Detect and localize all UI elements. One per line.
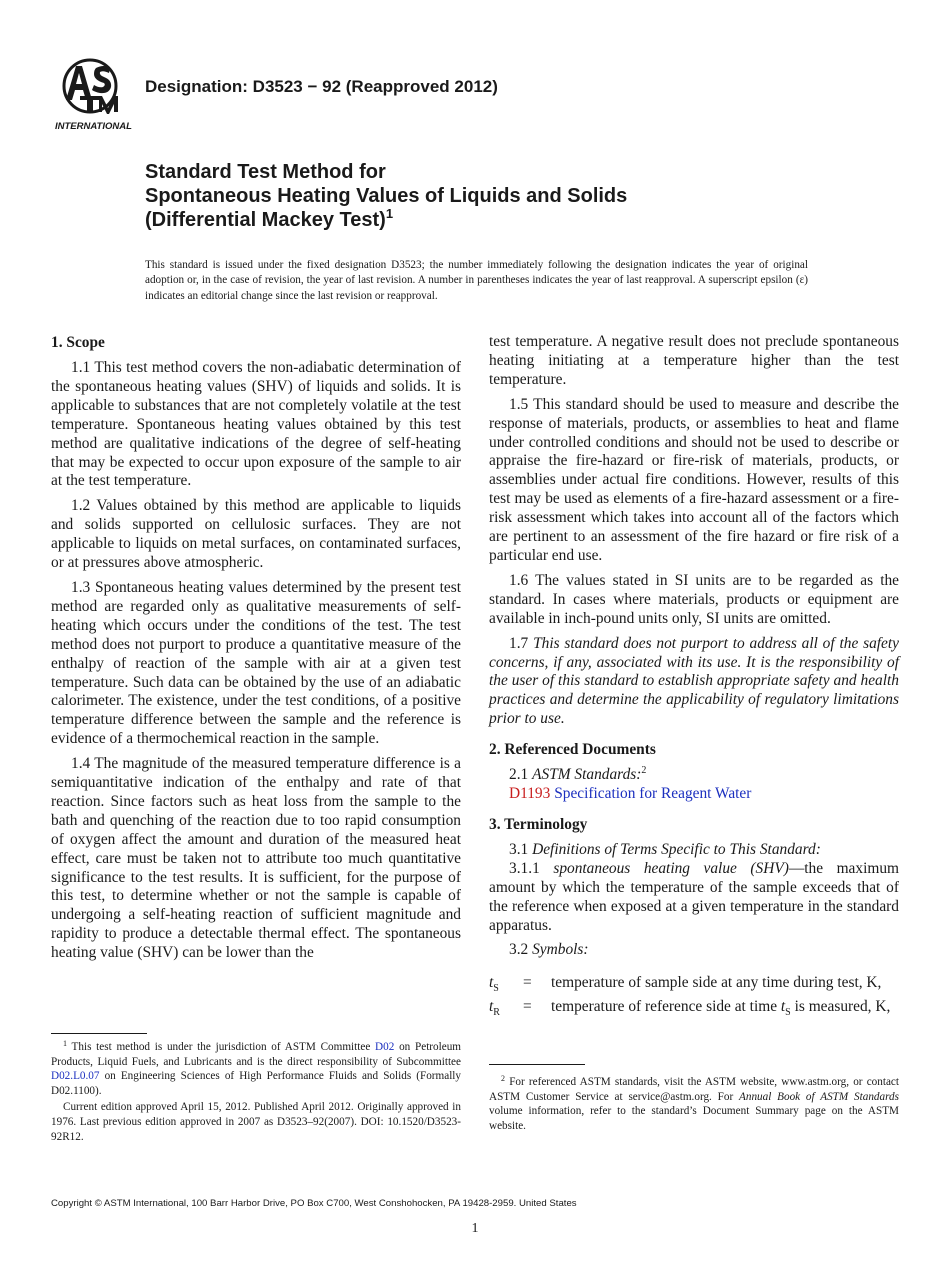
paragraph-1-4: 1.4 The magnitude of the measured temperature difference is a semiquantitative indication of the enthalpy and rate of that reaction. Since factors such as heat loss from the sample to the bath and quenching of the reaction due to too rapid consumption of oxygen affect the amount and duration of the measured heat effect, care must be taken not to attribute too much quantitative significance to the test results. It is sufficient, for the purpose of this test, to determine whether or not the sample is capable of undergoing a self-heating reaction of sufficient magnitude and rapidity to produce a detectable thermal effect. The spontaneous heating value (SHV) can be lower than the [51, 755, 461, 962]
title-line-3 [145, 208, 627, 232]
symbol-equals: = [523, 974, 532, 992]
paragraph-2-1-text: ASTM Standards: [532, 766, 642, 784]
subcommittee-link[interactable]: D02.L0.07 [51, 1070, 100, 1083]
term-shv: spontaneous heating value (SHV) [553, 859, 789, 877]
paragraph-1-7-text: This standard does not purport to address all of the safety concerns, if any, associated with its use. It is the responsibility of the user of this standard to establish appropriate safety and health practices and determine the applicability of regulatory limitations prior to use. [489, 634, 899, 728]
symbols-list [489, 974, 899, 1021]
title-line-3-text: (Differential Mackey Test) [145, 209, 386, 231]
inline-symbol [780, 997, 791, 1019]
symbol-equals: = [523, 997, 532, 1015]
footnote-2-part-b: volume information, refer to the standard’s Document Summary page on the ASTM website. [489, 1105, 899, 1132]
title-footnote-mark: 1 [385, 206, 394, 221]
footnote-rule [51, 1033, 147, 1034]
symbol-subscript: R [493, 1007, 500, 1019]
paragraph-1-2: 1.2 Values obtained by this method are applicable to liquids and solids supported on cellulosic surfaces. They are not applicable to liquids on metal surfaces, on contaminated surfaces, or at pressures above atmospheric. [51, 497, 461, 572]
astm-logo [52, 56, 136, 136]
reference-title-link[interactable]: Specification for Reagent Water [554, 785, 752, 803]
designation: Designation: D3523 − 92 (Reapproved 2012) [145, 77, 498, 96]
footnote-1-text [51, 1040, 461, 1098]
symbol [489, 974, 523, 998]
paragraph-3-1-number: 3.1 [509, 840, 529, 858]
footnote-1-mark: 1 [63, 1039, 67, 1048]
footnote-1-part-b: on Petroleum Products, Liquid Fuels, and Lubricants and is the direct responsibility of Subcommittee [51, 1041, 461, 1068]
section-terminology-heading: 3. Terminology [489, 815, 588, 833]
symbol-description [551, 998, 899, 1022]
paragraph-1-7 [489, 635, 899, 730]
inline-symbol-subscript: S [785, 1007, 791, 1019]
footnote-rule [489, 1064, 585, 1065]
reference-code-link[interactable]: D1193 [509, 785, 551, 803]
issuance-notice: This standard is issued under the fixed designation D3523; the number immediately following the designation indicates the year of original adoption or, in the case of revision, the year of last revision. A number in parentheses indicates the year of last reapproval. A superscript epsilon (ε) indicates an editorial change since the last revision or reapproval. [145, 259, 808, 302]
section-referenced-heading: 2. Referenced Documents [489, 741, 656, 759]
footnote-1-edition: Current edition approved April 15, 2012. Published April 2012. Originally approved in 1976. Last previous edition approved in 2007 as D3523–92(2007). DOI: 10.1520/D3523-92R12. [51, 1101, 461, 1143]
paragraph-2-1 [489, 766, 899, 785]
reference-d1193[interactable] [489, 785, 899, 804]
paragraph-3-2-text: Symbols: [532, 941, 589, 959]
footnote-ref-2[interactable]: 2 [641, 765, 647, 777]
paragraph-1-4-continued: test temperature. A negative result does not preclude spontaneous heating initiating at a temperature higher than the test temperature. [489, 333, 899, 388]
footnote-1 [51, 1033, 461, 1146]
paragraph-3-1-1-number: 3.1.1 [509, 859, 540, 877]
document-title [145, 160, 627, 232]
inline-symbol-letter: t [780, 997, 786, 1015]
logo-wordmark: INTERNATIONAL [55, 121, 132, 132]
symbol-description-tail: is measured, K, [794, 997, 891, 1015]
paragraph-1-3: 1.3 Spontaneous heating values determined by the present test method are regarded only as qualitative measurements of self-heating which occurs under the conditions of the test. The test method does not purport to produce a quantitative measure of the enthalpy of reaction of the sample with air at a given test temperature. Such data can be obtained by the use of an adiabatic calorimeter. The existence, under the test conditions, of a positive temperature difference between the sample and the reference is evidence of a thermochemical reaction in the sample. [51, 578, 461, 748]
footnote-1-part-a: This test method is under the jurisdiction of ASTM Committee [71, 1041, 371, 1053]
paragraph-3-1-text: Definitions of Terms Specific to This Standard: [532, 840, 821, 858]
title-line-2: Spontaneous Heating Values of Liquids and Solids [145, 185, 628, 207]
paragraph-3-1 [489, 841, 899, 860]
footnote-2-mark: 2 [501, 1074, 505, 1083]
paragraph-3-2-number: 3.2 [509, 941, 529, 959]
astm-logo-graphic [52, 56, 136, 136]
symbol-row [489, 998, 899, 1022]
paragraph-3-1-1 [489, 860, 899, 936]
left-column [51, 333, 461, 969]
committee-d02-link[interactable]: D02 [375, 1041, 395, 1053]
paragraph-1-1: 1.1 This test method covers the non-adiabatic determination of the spontaneous heating values (SHV) of liquids and solids. It is applicable to substances that are not completely volatile at the test temperature. Spontaneous heating values obtained by this test method are qualitative indications of the degree of self-heating that may be expected to occur upon exposure of the sample to air at the test temperature. [51, 359, 461, 490]
symbol-description: temperature of sample side at any time during test, K, [551, 974, 882, 992]
paragraph-1-6: 1.6 The values stated in SI units are to be regarded as the standard. In cases where materials, products or equipment are available in inch-pound units only, SI units are omitted. [489, 571, 899, 627]
symbol-letter: t [489, 974, 494, 992]
title-line-1: Standard Test Method for [145, 161, 386, 183]
copyright-notice: Copyright © ASTM International, 100 Barr Harbor Drive, PO Box C700, West Conshohocken, PA 19428-2959. United States [51, 1198, 577, 1209]
symbol-letter: t [489, 997, 494, 1015]
section-scope-heading: 1. Scope [51, 334, 105, 351]
footnote-2-part-a: For referenced ASTM standards, visit the ASTM website, www.astm.org, or contact ASTM Customer Service at service@astm.org. For [489, 1076, 899, 1103]
right-column [489, 333, 899, 1022]
paragraph-3-2 [489, 941, 899, 960]
symbol-row [489, 974, 899, 998]
page-number: 1 [471, 1221, 479, 1236]
paragraph-2-1-number: 2.1 [509, 766, 529, 784]
symbol [489, 998, 523, 1022]
footnote-2-book-title: Annual Book of ASTM Standards [739, 1090, 899, 1103]
footnote-2 [489, 1075, 899, 1135]
footnote-2-text [489, 1075, 899, 1133]
symbol-description-text: temperature of reference side at time [551, 997, 778, 1015]
footnote-1-part-c: on Engineering Sciences of High Performance Fluids and Solids (Formally D02.1100). [51, 1070, 461, 1097]
paragraph-1-5: 1.5 This standard should be used to measure and describe the response of materials, products, or assemblies to heat and flame under controlled conditions and should not be used to describe or appraise the fire-hazard or fire-risk of materials, products, or assemblies under actual fire conditions. However, results of this test may be used as elements of a fire-hazard assessment or a fire-risk assessment which takes into account all of the factors which are pertinent to an assessment of the fire hazard or fire risk of a particular end use. [489, 395, 899, 564]
definition-shv: —the maximum amount by which the temperature of the sample exceeds that of the reference when exposed at a given temperature in the standard apparatus. [489, 859, 900, 934]
symbol-subscript: S [493, 983, 499, 995]
paragraph-1-7-number: 1.7 [509, 634, 529, 652]
